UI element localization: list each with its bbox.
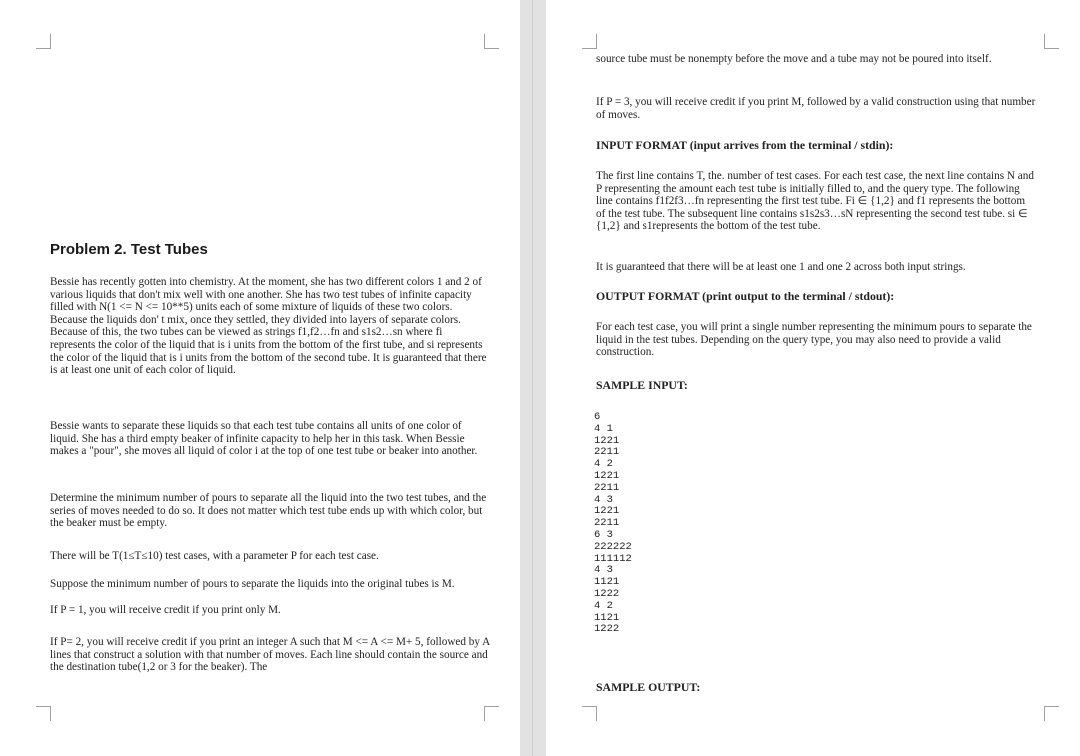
sample-input-line: 1221 xyxy=(594,505,620,518)
paragraph-goal: Bessie wants to separate these liquids so that each test tube contains all units of one color of liquid. She has a third empty beaker of infinite capacity to help her in this task. When Bessie makes a "pour", she moves all liquid of color i at the top of one test tube or beaker into another. xyxy=(50,420,478,458)
crop-mark-bottom-left xyxy=(36,706,51,721)
paragraph-p3: If P = 3, you will receive credit if you print M, followed by a valid construction using that number of moves. xyxy=(596,96,1036,121)
crop-mark-top-left xyxy=(582,34,597,49)
crop-mark-bottom-right xyxy=(484,706,499,721)
sample-input-heading: SAMPLE INPUT: xyxy=(596,378,688,392)
sample-input-line: 4 3 xyxy=(594,564,613,577)
crop-mark-bottom-left xyxy=(582,706,597,721)
output-format-text: For each test case, you will print a single number representing the minimum pours to separate the liquid in the test tubes. Depending on the query type, you may also need to provide a valid construction. xyxy=(596,321,1032,359)
sample-input-line: 6 xyxy=(594,411,601,423)
input-guarantee: It is guaranteed that there will be at least one 1 and one 2 across both input strings. xyxy=(596,261,966,273)
paragraph-test-cases: There will be T(1≤T≤10) test cases, with a parameter P for each test case. xyxy=(50,550,379,562)
sample-output-heading: SAMPLE OUTPUT: xyxy=(596,680,701,694)
sample-input-line: 1222 xyxy=(594,623,620,636)
input-format-heading: INPUT FORMAT (input arrives from the terminal / stdin): xyxy=(596,138,894,152)
sample-input-line: 4 2 xyxy=(594,458,613,471)
sample-input-line: 4 3 xyxy=(594,493,613,506)
paragraph-minimize: Determine the minimum number of pours to separate all the liquid into the two test tubes, and the series of moves needed to do so. It does not matter which test tube ends up with which color, but the beaker must be empty. xyxy=(50,492,487,530)
crop-mark-top-left xyxy=(36,34,51,49)
crop-mark-top-right xyxy=(1044,34,1059,49)
crop-mark-top-right xyxy=(484,34,499,49)
sample-input-line: 1222 xyxy=(594,587,620,600)
right-page xyxy=(546,0,1080,756)
sample-input-line: 1121 xyxy=(594,576,620,589)
sample-input-block xyxy=(594,412,632,636)
page-gap xyxy=(520,0,546,756)
sample-input-line: 4 1 xyxy=(594,422,613,435)
sample-input-line: 2211 xyxy=(594,446,620,459)
paragraph-p2: If P= 2, you will receive credit if you print an integer A such that M <= A <= M+ 5, followed by A lines that construct a solution with that number of moves. Each line should contain the source and the destination tube(1,2 or 3 for the beaker). The xyxy=(50,636,490,674)
problem-title: Problem 2. Test Tubes xyxy=(50,241,208,258)
sample-input-line: 1221 xyxy=(594,434,620,447)
sample-input-line: 2211 xyxy=(594,517,620,530)
crop-mark-bottom-right xyxy=(1044,706,1059,721)
sample-input-line: 4 2 xyxy=(594,599,613,612)
left-page xyxy=(0,0,520,756)
paragraph-definition-m: Suppose the minimum number of pours to separate the liquids into the original tubes is M. xyxy=(50,578,455,590)
sample-input-line: 2211 xyxy=(594,481,620,494)
sample-input-line: 1121 xyxy=(594,611,620,624)
paragraph-p1: If P = 1, you will receive credit if you print only M. xyxy=(50,604,281,616)
paragraph-intro: Bessie has recently gotten into chemistry. At the moment, she has two different colors 1 and 2 of various liquids that don't mix well with one another. She has two test tubes of infinite capacity filled with N(1 <= N <= 10**5) units each of some mixture of liquids of these two colors. Because the liquids don' t mix, once they settled, they divided into layers of separate colors. Because of this, the two tubes can be viewed as strings f1,f2…fn and s1s2…sn where fi represents the color of the liquid that is i units from the bottom of the first tube, and si represents the color of the liquid that is i units from the bottom of the second tube. It is guaranteed that there is at least one unit of each color of liquid. xyxy=(50,276,487,377)
input-format-text: The first line contains T, the. number of test cases. For each test case, the next line contains N and P representing the amount each test tube is initially filled to, and the query type. The following line contains f1f2f3…fn representing the first test tube. Fi ∈ {1,2} and f1 represents the bottom of the test tube. The subsequent line contains s1s2s3…sN representing the second test tube. si ∈ {1,2} and s1represents the bottom of the test tube. xyxy=(596,170,1034,233)
sample-input-line: 111112 xyxy=(594,552,632,565)
output-format-heading: OUTPUT FORMAT (print output to the terminal / stdout): xyxy=(596,289,895,303)
sample-input-line: 6 3 xyxy=(594,528,613,541)
sample-input-line: 1221 xyxy=(594,469,620,482)
sample-input-line: 222222 xyxy=(594,540,632,553)
paragraph-continuation: source tube must be nonempty before the move and a tube may not be poured into itself. xyxy=(596,53,992,65)
